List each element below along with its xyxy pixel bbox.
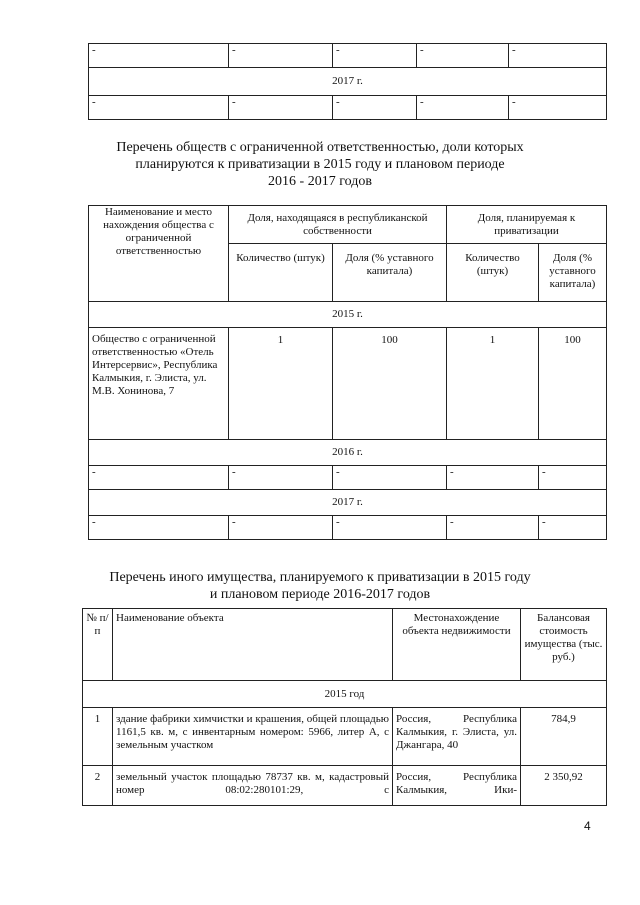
- col-header-name: Наименование объекта: [113, 609, 393, 681]
- heading-line: Перечень обществ с ограниченной ответственностью, доли которых: [116, 140, 524, 155]
- year-row: [89, 440, 607, 466]
- year-label: 2015 г.: [89, 302, 607, 328]
- year-row: [89, 68, 607, 96]
- object-location: Россия, Республика Калмыкия, Ики-: [393, 766, 521, 806]
- table-cell: -: [447, 516, 539, 540]
- col-header-share: Доля (% уставного капитала): [333, 244, 447, 302]
- object-name: земельный участок площадью 78737 кв. м, кадастровый номер 08:02:280101:29, с: [113, 766, 393, 806]
- llc-table: [88, 205, 607, 540]
- company-name: Общество с ограниченной ответственностью «Отель Интерсервис», Республика Калмыкия, г. Элиста, ул. М.В. Хонинова, 7: [89, 328, 229, 440]
- share-planned: 100: [539, 328, 607, 440]
- row-number: 2: [83, 766, 113, 806]
- year-row: [89, 302, 607, 328]
- year-row: [83, 681, 607, 708]
- table-row: [89, 516, 607, 540]
- table-cell: -: [333, 516, 447, 540]
- table-header-row: [89, 206, 607, 244]
- qty-planned: 1: [447, 328, 539, 440]
- row-number: 1: [83, 708, 113, 766]
- table-cell: -: [333, 44, 417, 68]
- col-header-share: Доля (% уставного капитала): [539, 244, 607, 302]
- heading-line: 2016 - 2017 годов: [268, 174, 372, 189]
- col-header-qty: Количество (штук): [447, 244, 539, 302]
- table-cell: -: [89, 44, 229, 68]
- page-number: 4: [584, 819, 591, 833]
- qty-republic: 1: [229, 328, 333, 440]
- table-cell: -: [229, 466, 333, 490]
- object-value: 2 350,92: [521, 766, 607, 806]
- table-cell: -: [509, 44, 607, 68]
- table-row: [89, 328, 607, 440]
- col-header-name: Наименование и место нахождения общества с ограниченной ответственностью: [89, 206, 229, 302]
- table-cell: -: [447, 466, 539, 490]
- table-cell: -: [229, 44, 333, 68]
- table-cell: -: [509, 96, 607, 120]
- other-property-table: [82, 608, 607, 806]
- object-location: Россия, Республика Калмыкия, г. Элиста, ул. Джангара, 40: [393, 708, 521, 766]
- year-label: 2017 г.: [89, 490, 607, 516]
- col-header-location: Местонахождение объекта недвижимости: [393, 609, 521, 681]
- table-cell: -: [417, 44, 509, 68]
- table-cell: -: [229, 516, 333, 540]
- table-cell: -: [229, 96, 333, 120]
- heading-line: Перечень иного имущества, планируемого к приватизации в 2015 году: [109, 570, 531, 585]
- year-label: 2017 г.: [89, 68, 607, 96]
- table-row: [89, 96, 607, 120]
- col-header-no: № п/п: [83, 609, 113, 681]
- table-row: [89, 466, 607, 490]
- llc-heading: [0, 139, 640, 190]
- table-cell: -: [89, 516, 229, 540]
- heading-line: и плановом периоде 2016-2017 годов: [209, 587, 431, 602]
- table-cell: -: [89, 96, 229, 120]
- table-cell: -: [539, 466, 607, 490]
- table-cell: -: [333, 466, 447, 490]
- table-row: [83, 708, 607, 766]
- year-row: [89, 490, 607, 516]
- col-header-qty: Количество (штук): [229, 244, 333, 302]
- col-group-republic: Доля, находящаяся в республиканской собственности: [229, 206, 447, 244]
- table-row: [89, 44, 607, 68]
- table-row: [83, 766, 607, 806]
- year-label: 2016 г.: [89, 440, 607, 466]
- year-label: 2015 год: [83, 681, 607, 708]
- object-name: здание фабрики химчистки и крашения, общей площадью 1161,5 кв. м, с инвентарным номером: 5966, литер А, с земельным участком: [113, 708, 393, 766]
- table-header-row: [83, 609, 607, 681]
- other-property-heading: [0, 569, 640, 603]
- heading-line: планируются к приватизации в 2015 году и плановом периоде: [135, 157, 505, 172]
- table-cell: -: [539, 516, 607, 540]
- top-table: [88, 43, 607, 120]
- col-header-value: Балансовая стоимость имущества (тыс. руб.): [521, 609, 607, 681]
- object-value: 784,9: [521, 708, 607, 766]
- table-cell: -: [89, 466, 229, 490]
- table-cell: -: [417, 96, 509, 120]
- col-group-planned: Доля, планируемая к приватизации: [447, 206, 607, 244]
- table-cell: -: [333, 96, 417, 120]
- share-republic: 100: [333, 328, 447, 440]
